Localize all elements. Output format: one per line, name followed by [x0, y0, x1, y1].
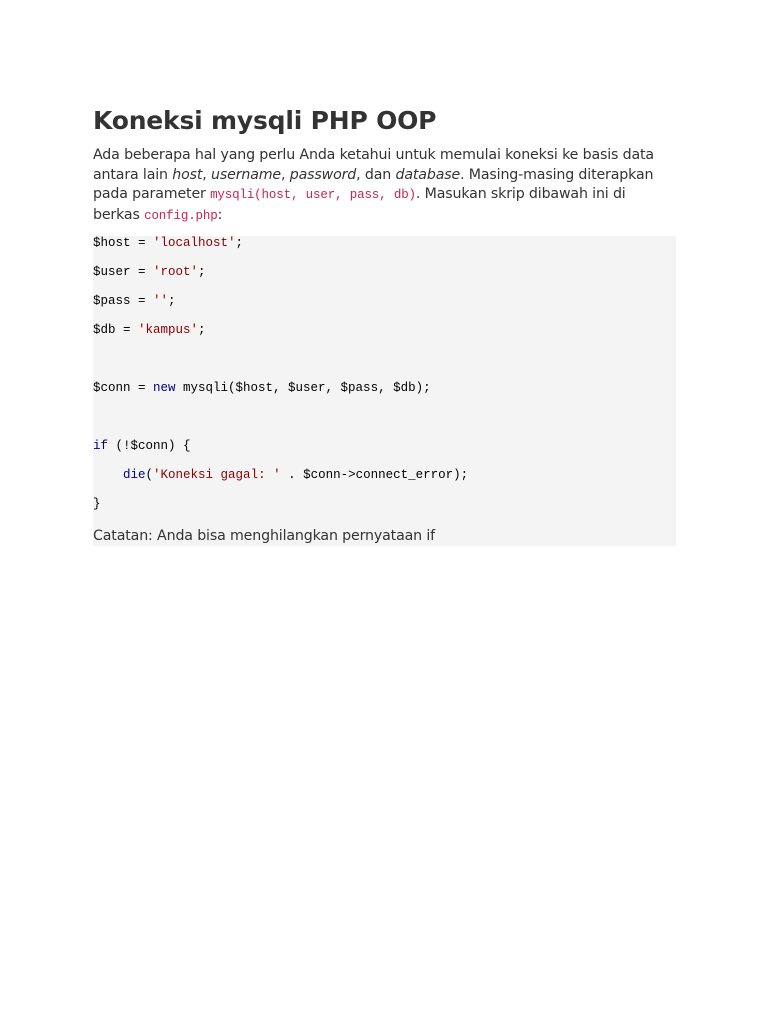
code-rest: . $conn->connect_error);	[280, 468, 469, 482]
term-password: password	[289, 166, 357, 183]
code-line-host	[93, 236, 676, 265]
code-string: 'kampus'	[138, 323, 199, 337]
intro-text-1: Ada beberapa hal yang perlu Anda ketahui untuk memulai koneksi ke basis data antara lain	[93, 147, 654, 183]
code-keyword: new	[153, 381, 176, 395]
code-block	[93, 236, 676, 546]
code-string: 'localhost'	[153, 236, 236, 250]
code-keyword: if	[93, 439, 109, 453]
term-database: database	[395, 166, 461, 183]
code-string: 'root'	[153, 265, 199, 279]
inline-code-file: config.php	[144, 208, 218, 223]
code-var: $pass =	[93, 294, 154, 308]
code-string: ''	[153, 294, 169, 308]
code-indent	[93, 468, 123, 482]
code-string: 'Koneksi gagal: '	[153, 468, 281, 482]
code-line-pass	[93, 294, 676, 323]
code-keyword: die	[123, 468, 146, 482]
term-username: username	[211, 166, 282, 183]
code-rest: mysqli($host, $user, $pass, $db);	[175, 381, 431, 395]
code-rest: (!$conn) {	[108, 439, 191, 453]
code-line-blank	[93, 410, 676, 439]
intro-paragraph	[93, 146, 676, 226]
code-punct: ;	[198, 265, 206, 279]
code-punct: ;	[235, 236, 244, 250]
code-line-close	[93, 497, 676, 526]
code-line-die	[93, 468, 676, 497]
code-line-blank	[93, 352, 676, 381]
code-punct: }	[93, 497, 101, 511]
article	[93, 103, 676, 546]
code-punct: (	[145, 468, 154, 482]
intro-sep-3: , dan	[356, 166, 396, 183]
note-text: Catatan: Anda bisa menghilangkan pernyataan if	[93, 528, 436, 544]
code-punct: ;	[198, 323, 206, 337]
intro-text-2: . Masing-masing diterapkan pada parameter	[93, 166, 654, 202]
intro-text-4: :	[217, 206, 223, 223]
code-var: $db =	[93, 323, 139, 337]
term-host: host	[172, 166, 203, 183]
inline-code-params: mysqli(host, user, pass, db)	[210, 188, 416, 202]
code-var: $conn =	[93, 381, 154, 395]
code-punct: ;	[168, 294, 176, 308]
intro-sep-1: ,	[202, 166, 212, 183]
code-line-db	[93, 323, 676, 352]
code-line-user	[93, 265, 676, 294]
article-title: Koneksi mysqli PHP OOP	[93, 106, 437, 135]
code-line-conn	[93, 381, 676, 410]
code-var: $host =	[93, 236, 154, 250]
intro-sep-2: ,	[281, 166, 290, 183]
code-line-if	[93, 439, 676, 468]
code-var: $user =	[93, 265, 154, 279]
intro-text-3: . Masukan skrip dibawah ini di berkas	[93, 186, 626, 223]
